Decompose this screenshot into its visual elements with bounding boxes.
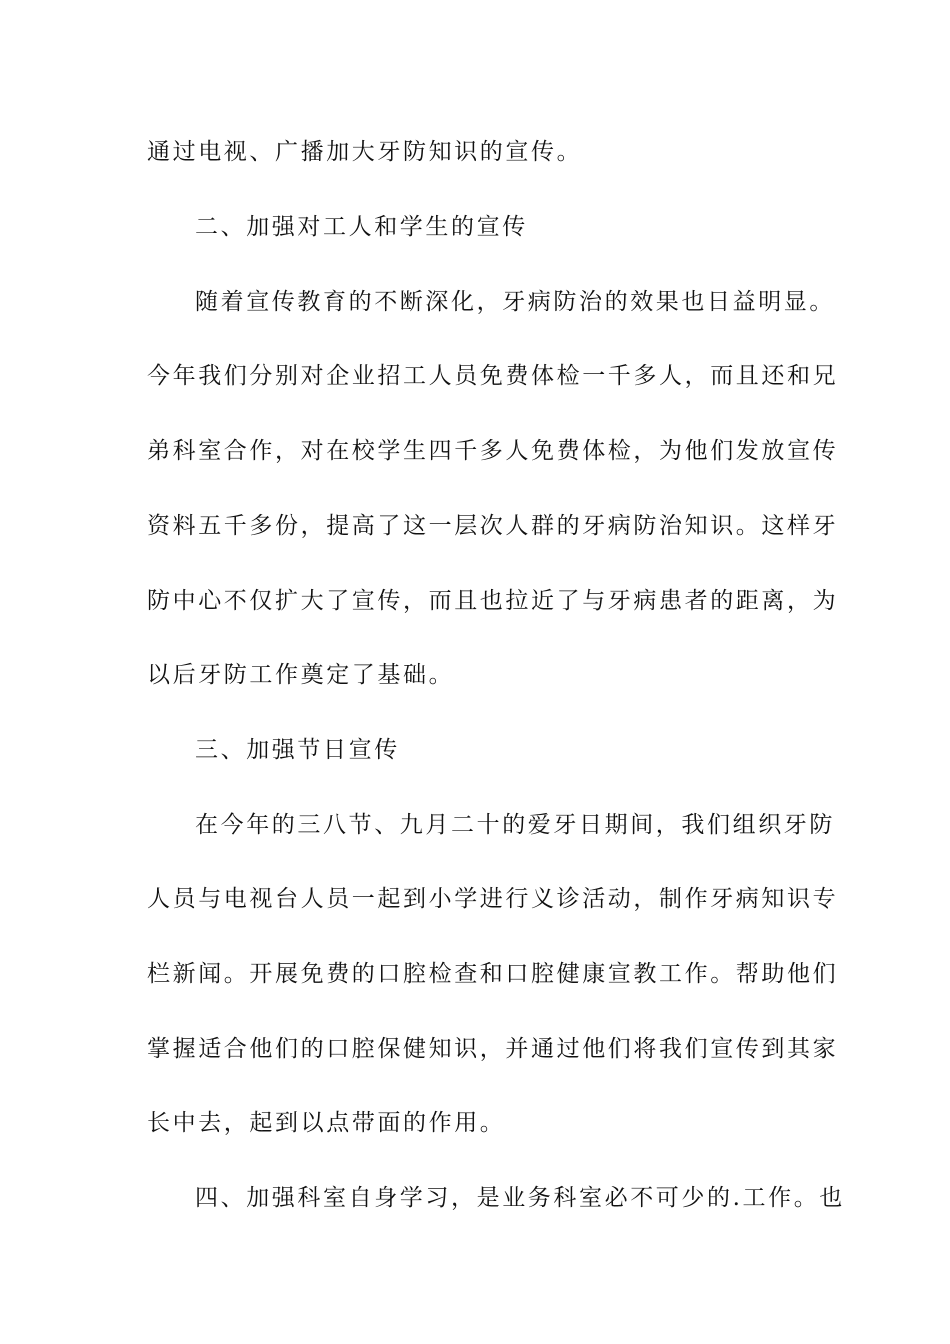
- text-line: 以后牙防工作奠定了基础。: [147, 662, 455, 688]
- text-line: 掌握适合他们的口腔保健知识，并通过他们将我们宣传到其家: [147, 1036, 839, 1062]
- text-line: 长中去，起到以点带面的作用。: [147, 1110, 506, 1136]
- text-line: 在今年的三八节、九月二十的爱牙日期间，我们组织牙防: [195, 812, 835, 838]
- text-line: 人员与电视台人员一起到小学进行义诊活动，制作牙病知识专: [147, 886, 839, 912]
- text-line: 今年我们分别对企业招工人员免费体检一千多人，而且还和兄: [147, 363, 839, 389]
- section-heading: 四、加强科室自身学习，是业务科室必不可少的.工作。也: [195, 1185, 845, 1211]
- text-line: 栏新闻。开展免费的口腔检查和口腔健康宣教工作。帮助他们: [147, 961, 839, 987]
- section-heading: 二、加强对工人和学生的宣传: [195, 214, 528, 240]
- text-line: 随着宣传教育的不断深化，牙病防治的效果也日益明显。: [195, 289, 835, 315]
- text-line: 弟科室合作，对在校学生四千多人免费体检，为他们发放宣传: [147, 438, 839, 464]
- text-line: 通过电视、广播加大牙防知识的宣传。: [147, 139, 583, 165]
- text-line: 防中心不仅扩大了宣传，而且也拉近了与牙病患者的距离，为: [147, 588, 839, 614]
- section-heading: 三、加强节日宣传: [195, 737, 400, 763]
- text-line: 资料五千多份，提高了这一层次人群的牙病防治知识。这样牙: [147, 513, 839, 539]
